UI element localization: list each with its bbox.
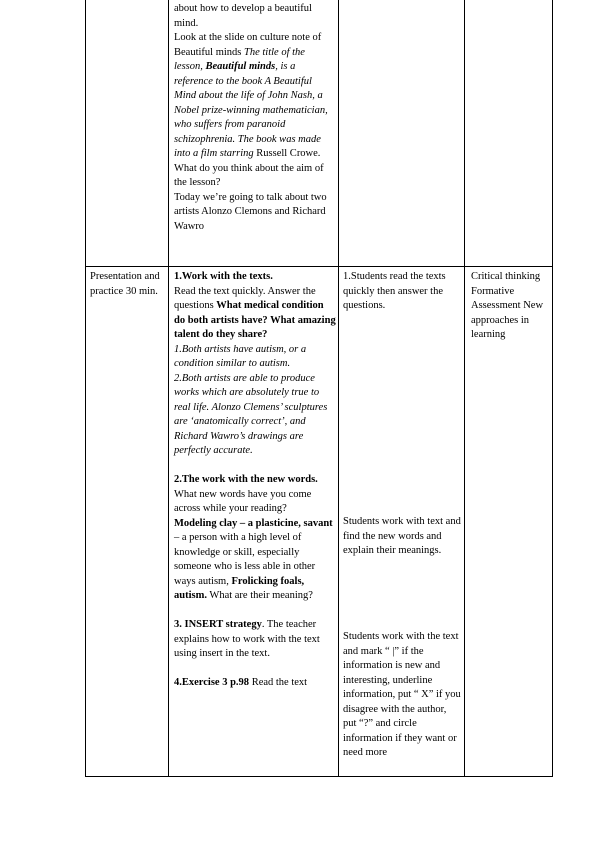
paragraph: about how to develop a beautiful mind.	[174, 3, 312, 29]
section-new-words: 2.The work with the new words. What new words have you come across while your reading?	[174, 474, 318, 514]
paragraph-culture-note: Look at the slide on culture note of Beautiful minds The title of the lesson, Beautiful minds, is a reference to the book A Beautiful Mind about the life of John Nash, a Nobel prize-winning mathematician, who suffers from paranoid schizophrenia. The book was made into a film starring Russell Crowe. What do you think about the aim of the lesson?	[174, 32, 328, 188]
answer-2: 2.Both artists are able to produce works which are absolutely true to real life. Alonzo Clemens’ sculptures are ‘anatomically correct’, and Richard Wawro’s drawings are perfectly accurate.	[174, 372, 328, 456]
students-activity-2: Students work with text and find the new words and explain their meanings.	[343, 516, 461, 556]
section-work-with-texts: 1.Work with the texts. Read the text quickly. Answer the questions What medical condition do both artists have? What amazing talent do they share?	[174, 271, 336, 340]
stage-cell	[90, 270, 164, 299]
answer-1: 1.Both artists have autism, or a condition similar to autism.	[174, 343, 307, 369]
section-exercise: 4.Exercise 3 p.98 Read the text	[174, 677, 308, 688]
vocabulary-list: Modeling clay – a plasticine, savant – a person with a high level of knowledge or skill, especially someone who is less able in other ways autism, Frolicking foals, autism. What are their meaning?	[174, 517, 333, 601]
table-border-bottom	[85, 776, 553, 777]
assessment-cell	[471, 270, 545, 343]
row-divider	[85, 266, 553, 267]
students-activity-1: 1.Students read the texts quickly then answer the questions.	[343, 271, 446, 311]
row1-content-cell	[174, 2, 336, 234]
table-column-divider	[168, 0, 169, 777]
table-border-right	[552, 0, 553, 777]
table-column-divider	[464, 0, 465, 777]
stage-label: Presentation and practice 30 min.	[90, 271, 160, 297]
students-activity-3: Students work with the text and mark “ |” if the information is new and interesting, underline information, put “ X” if you disagree with the author, put “?” and circle information if they want or need more	[343, 631, 461, 758]
table-column-divider	[338, 0, 339, 777]
assessment-text: Critical thinking Formative Assessment New approaches in learning	[471, 271, 544, 340]
teacher-activity-cell	[174, 270, 336, 691]
table-border-left	[85, 0, 86, 777]
section-insert-strategy: 3. INSERT strategy. The teacher explains how to work with the text using insert in the text.	[174, 619, 320, 659]
paragraph: Today we’re going to talk about two artists Alonzo Clemons and Richard Wawro	[174, 191, 327, 232]
